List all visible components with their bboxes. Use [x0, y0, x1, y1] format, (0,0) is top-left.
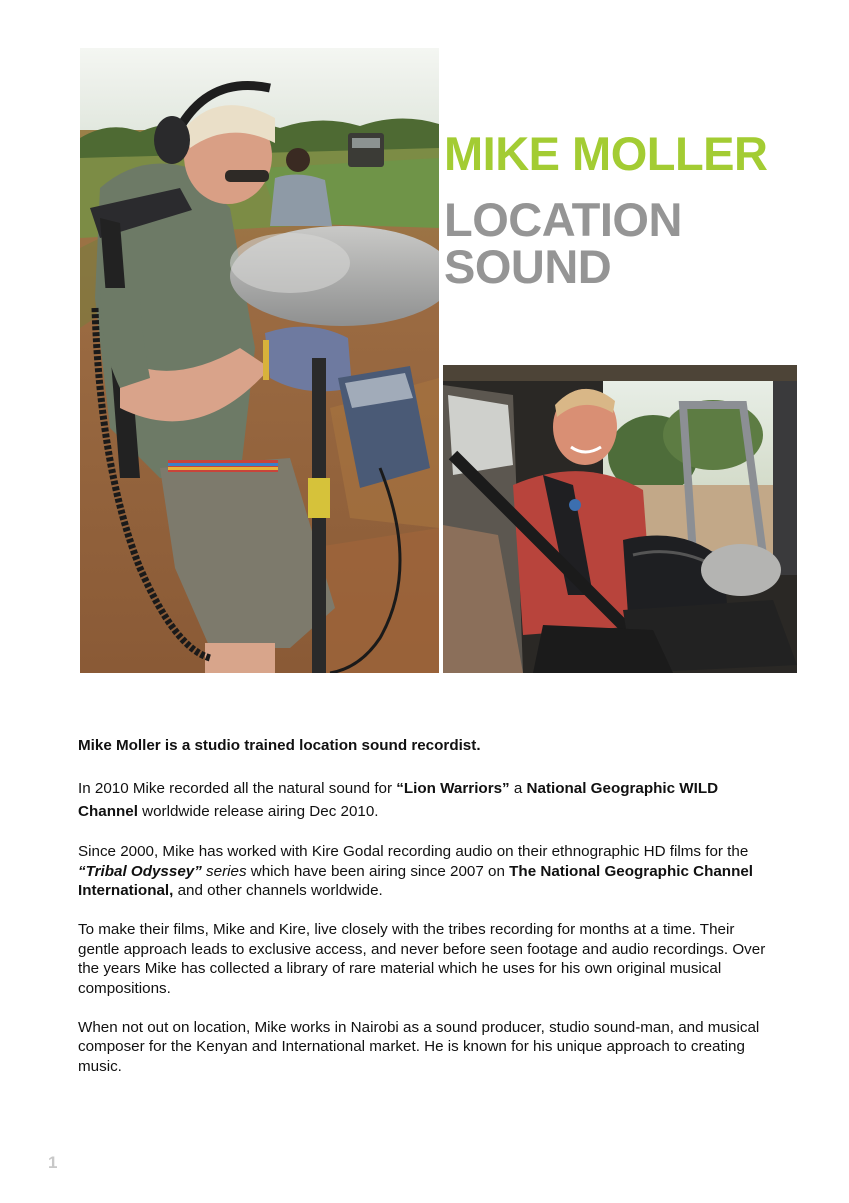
p2-text-mid: a	[509, 779, 527, 797]
intro-text: Mike Moller is a studio trained location sound recordist.	[78, 737, 481, 754]
p2-title-lion-warriors: “Lion Warriors”	[396, 779, 510, 797]
photo-man-with-boom-microphone	[80, 48, 439, 673]
body-text	[78, 735, 778, 1096]
p3-text-pre: Since 2000, Mike has worked with Kire Godal recording audio on their ethnographic HD films for the	[78, 843, 749, 860]
p3-channel-name: The National Geographic Channel International,	[78, 862, 754, 899]
p2-channel-name: National Geographic WILD Channel	[78, 779, 719, 820]
page-title: MIKE MOLLER	[444, 127, 768, 180]
paragraph-lion-warriors	[78, 777, 778, 823]
title-block	[444, 127, 834, 293]
paragraph-tribes: To make their films, Mike and Kire, live closely with the tribes recording for months at a time. Their gentle approach leads to exclusive access, and never before seen footage and audio recordings. Over the years Mike has collected a library of rare material which he uses for his own original musical compositions.	[78, 921, 766, 997]
p3-text-post: and other channels worldwide.	[173, 882, 383, 899]
p3-text-mid: which have been airing since 2007 on	[246, 862, 510, 880]
p3-series-title: “Tribal Odyssey”	[78, 862, 202, 880]
photo-man-in-vehicle	[443, 365, 797, 673]
paragraph-tribal-odyssey	[78, 842, 778, 901]
paragraph-nairobi: When not out on location, Mike works in Nairobi as a sound producer, studio sound-man, and musical composer for the Kenyan and International market. He is known for his unique approach to creating music.	[78, 1018, 760, 1075]
subtitle-block	[444, 193, 834, 293]
page-number: 1	[48, 1153, 58, 1172]
p3-series-word: series	[201, 862, 247, 880]
p2-text-post: worldwide release airing Dec 2010.	[137, 802, 379, 820]
p2-text-pre: In 2010 Mike recorded all the natural sound for	[78, 779, 397, 797]
subtitle-line-1: LOCATION	[444, 193, 682, 246]
subtitle-line-2: SOUND	[444, 240, 612, 293]
paragraph-intro	[78, 735, 778, 757]
